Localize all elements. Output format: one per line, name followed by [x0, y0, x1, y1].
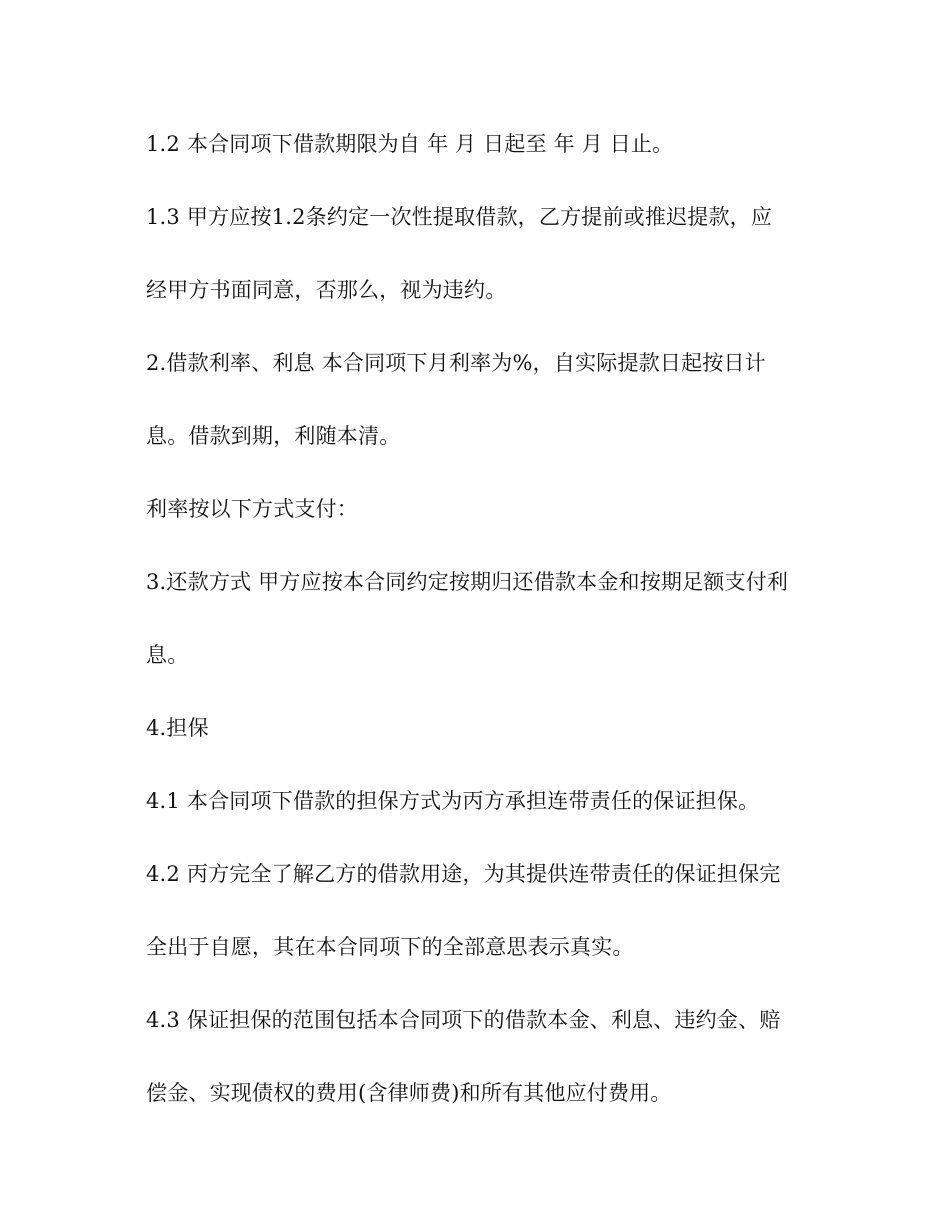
clause-3-line-1: 3.还款方式 甲方应按本合同约定按期归还借款本金和按期足额支付利 [146, 570, 789, 594]
clause-2-line-1: 2.借款利率、利息 本合同项下月利率为%，自实际提款日起按日计 [146, 351, 766, 375]
clause-2-line-2: 息。借款到期，利随本清。 [146, 424, 401, 448]
clause-4-2-line-1: 4.2 丙方完全了解乙方的借款用途，为其提供连带责任的保证担保完 [146, 862, 781, 886]
clause-4-heading: 4.担保 [146, 716, 209, 740]
clause-1-2-line: 1.2 本合同项下借款期限为自 年 月 日起至 年 月 日止。 [146, 132, 674, 156]
clause-3-line-2: 息。 [146, 643, 189, 667]
interest-payment-line: 利率按以下方式支付： [146, 497, 358, 521]
clause-1-3-line-2: 经甲方书面同意，否那么，视为违约。 [146, 278, 507, 302]
clause-4-3-line-2: 偿金、实现债权的费用(含律师费)和所有其他应付费用。 [146, 1081, 672, 1105]
clause-4-1-line: 4.1 本合同项下借款的担保方式为丙方承担连带责任的保证担保。 [146, 789, 760, 813]
clause-4-3-line-1: 4.3 保证担保的范围包括本合同项下的借款本金、利息、违约金、赔 [146, 1008, 781, 1032]
clause-4-2-line-2: 全出于自愿，其在本合同项下的全部意思表示真实。 [146, 935, 634, 959]
clause-1-3-line-1: 1.3 甲方应按1.2条约定一次性提取借款，乙方提前或推迟提款，应 [146, 205, 773, 229]
